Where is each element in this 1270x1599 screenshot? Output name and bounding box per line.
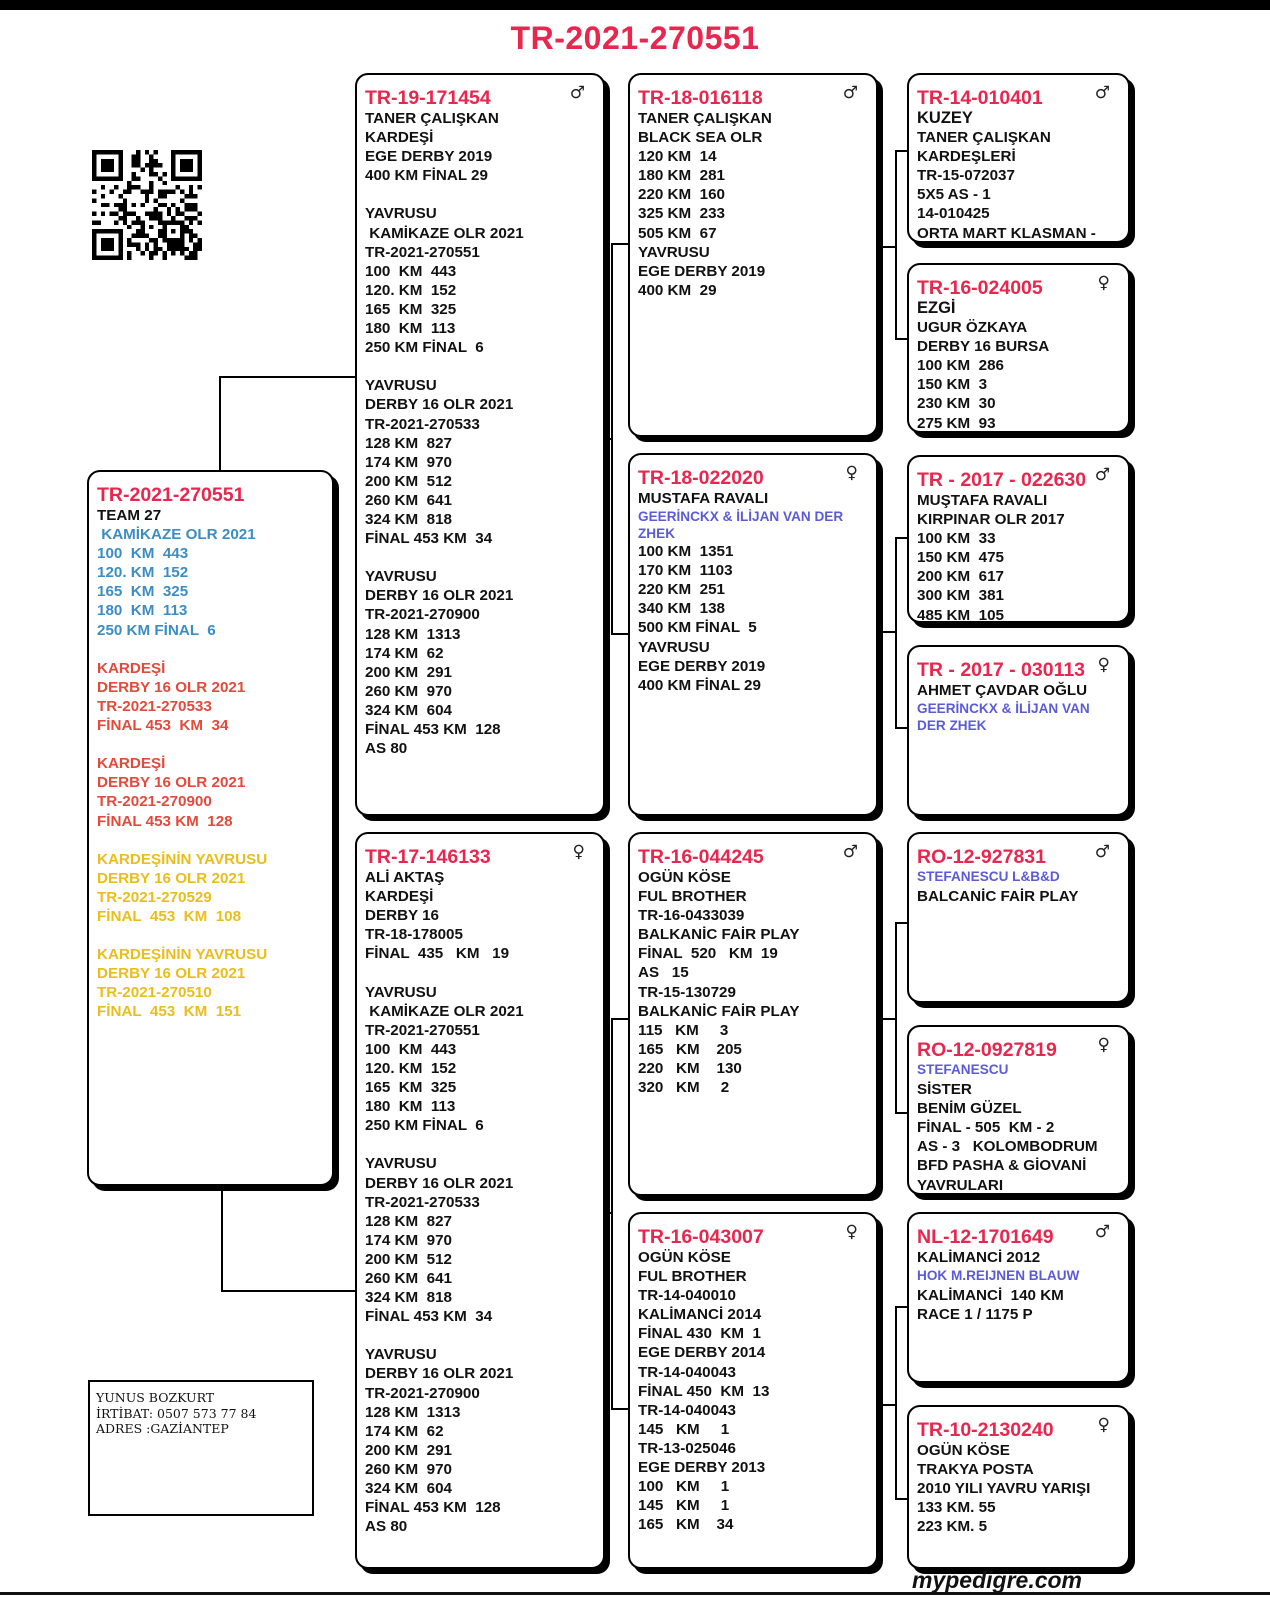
card-line: YAVRUSU xyxy=(638,243,710,261)
connector-line xyxy=(895,537,897,729)
card-line: AS 80 xyxy=(365,1518,408,1536)
ring-id: RO-12-927831 xyxy=(917,846,1046,868)
card-line: 128 KM 1313 xyxy=(365,625,461,643)
male-icon: ♂ xyxy=(842,842,858,862)
card-line: 165 KM 205 xyxy=(638,1040,742,1058)
card-line: 128 KM 1313 xyxy=(365,1403,461,1421)
card-line: FİNAL 430 KM 1 xyxy=(638,1325,761,1343)
card-line: DERBY 16 BURSA xyxy=(917,338,1050,356)
card-line: ALİ AKTAŞ xyxy=(365,869,445,886)
connector-line xyxy=(895,338,907,340)
connector-line xyxy=(611,1408,628,1410)
card-line: 340 KM 138 xyxy=(638,600,725,618)
card-line: YAVRUSU xyxy=(638,638,710,656)
card-line: 14-010425 xyxy=(917,205,990,223)
card-line xyxy=(97,831,324,850)
male-icon: ♂ xyxy=(1094,1222,1110,1242)
card-line: TR-2021-270533 xyxy=(365,415,480,433)
contact-phone: İRTİBAT: 0507 573 77 84 xyxy=(96,1405,257,1421)
connector-line xyxy=(895,922,897,1114)
card-line: BALCANİC FAİR PLAY xyxy=(917,888,1079,906)
ring-id: TR - 2017 - 030113 xyxy=(917,659,1086,681)
card-line: TR-2021-270900 xyxy=(97,793,212,811)
female-icon: ♀ xyxy=(1097,1415,1110,1435)
card-line: 400 KM 29 xyxy=(638,281,717,299)
card-line: 120. KM 152 xyxy=(365,281,457,299)
card-line: TRAKYA POSTA xyxy=(917,1461,1034,1479)
connector-line xyxy=(611,1018,628,1020)
connector-line xyxy=(219,376,221,470)
card-line: YAVRULARI xyxy=(917,1176,1004,1194)
card-line: YAVRUSU xyxy=(365,568,437,586)
card-line: DERBY 16 xyxy=(365,907,440,925)
card-line: 200 KM 291 xyxy=(365,1441,452,1459)
card-line: 200 KM 512 xyxy=(365,1250,452,1268)
card-line: 500 KM FİNAL 5 xyxy=(638,619,757,637)
card-line: OGÜN KÖSE xyxy=(638,869,731,886)
card-line: 324 KM 818 xyxy=(365,510,452,528)
pedigree-card-sire-dam[interactable] xyxy=(628,453,878,816)
connector-line xyxy=(876,1018,896,1020)
card-line: 100 KM 443 xyxy=(365,1040,457,1058)
card-line: 128 KM 827 xyxy=(365,1212,452,1230)
pedigree-card-ss-sire[interactable] xyxy=(907,73,1130,243)
card-line: 250 KM FİNAL 6 xyxy=(365,1117,484,1135)
card-line: FİNAL 453 KM 151 xyxy=(97,1003,242,1021)
card-line: MUSTAFA RAVALI xyxy=(638,490,769,507)
ring-id: TR - 2017 - 022630 xyxy=(917,469,1087,491)
card-line: 174 KM 970 xyxy=(365,1231,452,1249)
card-line: FİNAL 520 KM 19 xyxy=(638,945,778,963)
connector-line xyxy=(611,243,613,635)
ring-id: TR-17-146133 xyxy=(365,846,491,868)
card-line: TR-2021-270510 xyxy=(97,984,212,1002)
female-icon: ♀ xyxy=(1097,1035,1110,1055)
card-line: 275 KM 93 xyxy=(917,414,996,432)
card-line: 165 KM 325 xyxy=(365,300,457,318)
card-line: STEFANESCU L&B&D xyxy=(917,869,1060,884)
pedigree-card-ds-sire[interactable] xyxy=(907,832,1130,1003)
connector-line xyxy=(876,246,896,248)
card-line: KALİMANCİ 140 KM xyxy=(917,1287,1064,1305)
card-line: KARDEŞİNİN YAVRUSU xyxy=(97,850,268,868)
card-line: BFD PASHA & GİOVANİ xyxy=(917,1157,1087,1175)
card-line xyxy=(365,1135,595,1154)
card-line: 100 KM 33 xyxy=(917,530,996,548)
female-icon: ♀ xyxy=(1097,655,1110,675)
card-line: 174 KM 62 xyxy=(365,644,444,662)
card-line: 165 KM 34 xyxy=(638,1516,734,1534)
card-line: KUZEY xyxy=(917,109,973,127)
card-line: YAVRUSU xyxy=(365,1155,437,1173)
card-line: EGE DERBY 2019 xyxy=(638,657,766,675)
card-line xyxy=(97,640,324,659)
female-icon: ♀ xyxy=(572,842,585,862)
card-line: TR-2021-270533 xyxy=(365,1193,480,1211)
card-line: FİNAL 453 KM 34 xyxy=(365,1308,493,1326)
connector-line xyxy=(221,1186,223,1290)
card-line: TR-18-178005 xyxy=(365,926,463,944)
ring-id: RO-12-0927819 xyxy=(917,1039,1057,1061)
card-line: DERBY 16 OLR 2021 xyxy=(365,587,514,605)
ring-id: TR-16-044245 xyxy=(638,846,764,868)
card-line: TR-15-130729 xyxy=(638,983,736,1001)
male-icon: ♂ xyxy=(1094,83,1110,103)
card-line: FİNAL 453 KM 34 xyxy=(97,717,229,735)
connector-line xyxy=(611,1018,613,1410)
card-line: FİNAL - 505 KM - 2 xyxy=(917,1119,1055,1137)
connector-line xyxy=(876,1404,896,1406)
card-line: DERBY 16 OLR 2021 xyxy=(97,869,246,887)
card-line: FİNAL 450 KM 13 xyxy=(638,1382,770,1400)
card-line xyxy=(97,735,324,754)
connector-line xyxy=(895,727,907,729)
card-line: KARDEŞİ xyxy=(97,755,166,773)
card-line: BENİM GÜZEL xyxy=(917,1100,1022,1118)
card-line: EGE DERBY 2013 xyxy=(638,1459,766,1477)
card-line: 100 KM 1 xyxy=(638,1478,730,1496)
card-line: BLACK SEA OLR xyxy=(638,129,763,147)
connector-line xyxy=(895,1306,907,1308)
card-line: 120. KM 152 xyxy=(365,1059,457,1077)
card-line: 174 KM 62 xyxy=(365,1422,444,1440)
card-line: TR-2021-270551 xyxy=(365,243,480,261)
card-line: KARDEŞİNİN YAVRUSU xyxy=(97,946,268,964)
card-line: 174 KM 970 xyxy=(365,453,452,471)
card-line: 320 KM 2 xyxy=(638,1079,730,1097)
ring-id: TR-2021-270551 xyxy=(97,484,245,506)
connector-line xyxy=(895,1498,907,1500)
card-line: 170 KM 1103 xyxy=(638,562,733,580)
card-line: 120. KM 152 xyxy=(97,564,189,582)
card-line: 133 KM. 55 xyxy=(917,1499,996,1517)
card-line: 145 KM 1 xyxy=(638,1497,730,1515)
card-line: BALKANİC FAİR PLAY xyxy=(638,1002,800,1020)
card-line: TR-2021-270900 xyxy=(365,606,480,624)
pedigree-card-ds-dam[interactable] xyxy=(907,1025,1130,1195)
card-line: 100 KM 443 xyxy=(365,262,457,280)
card-line: AS 15 xyxy=(638,964,689,982)
contact-name: YUNUS BOZKURT xyxy=(96,1390,215,1405)
card-line: 324 KM 818 xyxy=(365,1289,452,1307)
card-line: DERBY 16 OLR 2021 xyxy=(97,774,246,792)
card-line: 260 KM 641 xyxy=(365,1269,452,1287)
card-line: 325 KM 233 xyxy=(638,205,725,223)
card-line: GEERİNCKX & İLİJAN VAN DER ZHEK xyxy=(638,509,844,542)
card-line: 180 KM 113 xyxy=(365,1098,456,1116)
connector-line xyxy=(876,631,896,633)
card-line: EGE DERBY 2014 xyxy=(638,1344,766,1362)
card-line: DERBY 16 OLR 2021 xyxy=(365,1365,514,1383)
pedigree-card-sire-sire[interactable] xyxy=(628,73,878,437)
card-line: FUL BROTHER xyxy=(638,888,747,906)
pedigree-card-sire[interactable] xyxy=(355,73,605,816)
ring-id: NL-12-1701649 xyxy=(917,1226,1054,1248)
card-line: 180 KM 113 xyxy=(97,602,188,620)
card-line: 200 KM 512 xyxy=(365,472,452,490)
card-line: 2010 YILI YAVRU YARIŞI xyxy=(917,1480,1091,1498)
page-title: TR-2021-270551 xyxy=(510,20,760,56)
female-icon: ♀ xyxy=(845,1222,858,1242)
card-line xyxy=(365,185,595,204)
card-line: 230 KM 30 xyxy=(917,395,996,413)
card-line: TR-13-025046 xyxy=(638,1439,736,1457)
card-line: YAVRUSU xyxy=(365,1346,437,1364)
card-line: TR-2021-270533 xyxy=(97,697,212,715)
card-line: KARDEŞİ xyxy=(97,659,166,677)
card-line: FİNAL 453 KM 128 xyxy=(97,812,233,830)
ring-id: TR-16-043007 xyxy=(638,1226,764,1248)
card-line: TR-14-040043 xyxy=(638,1401,736,1419)
female-icon: ♀ xyxy=(1097,273,1110,293)
card-line: 115 KM 3 xyxy=(638,1021,729,1039)
card-line: 220 KM 160 xyxy=(638,186,725,204)
card-line xyxy=(365,1326,595,1345)
card-line: 100 KM 286 xyxy=(917,357,1004,375)
card-line: FİNAL 453 KM 128 xyxy=(365,721,501,738)
card-line: 485 KM 105 xyxy=(917,606,1004,623)
card-line: UGUR ÖZKAYA xyxy=(917,319,1028,337)
card-line: KARDEŞİ xyxy=(365,129,434,147)
pedigree-card-dam[interactable] xyxy=(355,832,605,1569)
card-line: 200 KM 291 xyxy=(365,663,452,681)
card-line: 400 KM FİNAL 29 xyxy=(365,167,488,185)
card-line: AS - 3 KOLOMBODRUM xyxy=(917,1138,1098,1156)
connector-line xyxy=(895,922,907,924)
card-line: KALİMANCİ 2012 xyxy=(917,1249,1041,1266)
card-line: 165 KM 325 xyxy=(97,583,189,601)
connector-line xyxy=(895,150,907,152)
card-line: TR-2021-270529 xyxy=(97,888,212,906)
card-line: TEAM 27 xyxy=(97,507,162,524)
card-line: 324 KM 604 xyxy=(365,701,452,719)
card-line: FİNAL 435 KM 19 xyxy=(365,945,510,963)
card-line: 100 KM 443 xyxy=(97,545,189,563)
male-icon: ♂ xyxy=(569,83,585,103)
connector-line xyxy=(895,537,907,539)
card-line: TANER ÇALIŞKAN xyxy=(365,110,499,127)
card-line: TR-16-0433039 xyxy=(638,907,745,925)
connector-line xyxy=(895,1306,897,1500)
card-line: 260 KM 641 xyxy=(365,491,452,509)
pedigree-card-dd-sire[interactable] xyxy=(907,1212,1130,1383)
card-line: OGÜN KÖSE xyxy=(917,1442,1010,1459)
connector-line xyxy=(611,633,628,635)
card-line: KALİMANCİ 2014 xyxy=(638,1306,762,1324)
card-line: YAVRUSU xyxy=(365,377,437,395)
card-line: 260 KM 970 xyxy=(365,682,452,700)
card-line: KARDEŞİ xyxy=(365,888,434,906)
ring-id: TR-10-2130240 xyxy=(917,1419,1054,1441)
card-line xyxy=(365,548,595,567)
card-line: KIRPINAR OLR 2017 xyxy=(917,511,1065,529)
card-line: 200 KM 617 xyxy=(917,568,1004,586)
card-line: 120 KM 14 xyxy=(638,148,717,166)
card-line xyxy=(97,926,324,945)
card-line: 100 KM 1351 xyxy=(638,543,734,561)
card-line: 145 KM 1 xyxy=(638,1420,730,1438)
pedigree-card-dam-sire[interactable] xyxy=(628,832,878,1196)
card-line: 180 KM 281 xyxy=(638,167,725,185)
card-line: FİNAL 453 KM 108 xyxy=(97,907,242,925)
card-line: HOK M.REIJNEN BLAUW xyxy=(917,1268,1080,1284)
pedigree-card-dam-dam[interactable] xyxy=(628,1212,878,1569)
card-line: FİNAL 453 KM 128 xyxy=(365,1499,501,1517)
card-line: 223 KM. 5 xyxy=(917,1518,988,1536)
card-line: 128 KM 827 xyxy=(365,434,452,452)
pedigree-card-sd-dam[interactable] xyxy=(907,645,1130,816)
card-line: TR-14-040010 xyxy=(638,1287,736,1305)
card-line: MUŞTAFA RAVALI xyxy=(917,492,1048,509)
card-line: RACE 1 / 1175 P xyxy=(917,1306,1033,1324)
card-line: DERBY 16 OLR 2021 xyxy=(365,1174,514,1192)
card-line: DERBY 16 OLR 2021 xyxy=(365,396,514,414)
card-line: EGE DERBY 2019 xyxy=(638,262,766,280)
card-line: 150 KM 3 xyxy=(917,376,988,394)
card-line: 150 KM 475 xyxy=(917,549,1004,567)
card-line: YAVRUSU xyxy=(365,205,437,223)
card-line: DERBY 16 OLR 2021 xyxy=(97,965,246,983)
ring-id: TR-18-022020 xyxy=(638,467,764,489)
card-line: DERBY 16 OLR 2021 xyxy=(97,678,246,696)
pedigree-card-sd-sire[interactable] xyxy=(907,455,1130,623)
qr-code-icon xyxy=(92,150,202,260)
card-line: KARDEŞLERİ xyxy=(917,148,1016,166)
footer-brand[interactable]: mypedigre.com xyxy=(912,1567,1082,1593)
card-line: 505 KM 67 xyxy=(638,224,717,242)
connector-line xyxy=(219,376,355,378)
card-line: AHMET ÇAVDAR OĞLU xyxy=(917,682,1088,699)
card-line: 220 KM 251 xyxy=(638,581,725,599)
card-line: BALKANİC FAİR PLAY xyxy=(638,926,800,944)
card-line: 165 KM 325 xyxy=(365,1079,457,1097)
card-line: 5X5 AS - 1 xyxy=(917,186,991,204)
card-line: EZGİ xyxy=(917,299,956,317)
ring-id: TR-16-024005 xyxy=(917,277,1043,299)
connector-line xyxy=(221,1290,355,1292)
card-line: 180 KM 113 xyxy=(365,320,456,338)
card-line: AS 80 xyxy=(365,740,408,758)
card-line xyxy=(365,963,595,982)
card-line: TR-2021-270551 xyxy=(365,1021,480,1039)
card-line: 250 KM FİNAL 6 xyxy=(365,339,484,357)
card-line: 400 KM FİNAL 29 xyxy=(638,676,761,694)
card-line: FUL BROTHER xyxy=(638,1268,747,1286)
card-line: SİSTER xyxy=(917,1081,972,1099)
male-icon: ♂ xyxy=(842,83,858,103)
card-line: TR-2021-270900 xyxy=(365,1384,480,1402)
card-line: TR-14-040043 xyxy=(638,1363,736,1381)
card-line: KAMİKAZE OLR 2021 xyxy=(365,1002,524,1020)
card-line: TR-15-072037 xyxy=(917,167,1015,185)
ring-id: TR-18-016118 xyxy=(638,87,763,109)
card-line: YAVRUSU xyxy=(365,983,437,1001)
ring-id: TR-19-171454 xyxy=(365,87,491,109)
top-bar xyxy=(0,0,1270,10)
connector-line xyxy=(611,243,628,245)
card-line: EGE DERBY 2019 xyxy=(365,148,493,166)
contact-box xyxy=(88,1380,314,1516)
contact-address: ADRES :GAZİANTEP xyxy=(96,1421,229,1436)
card-line: GEERİNCKX & İLİJAN VAN DER ZHEK xyxy=(917,701,1090,734)
pedigree-card-dd-dam[interactable] xyxy=(907,1405,1130,1569)
card-line: ORTA MART KLASMAN - xyxy=(917,224,1096,242)
ring-id: TR-14-010401 xyxy=(917,87,1043,109)
connector-line xyxy=(895,1112,907,1114)
card-line: TANER ÇALIŞKAN xyxy=(638,110,772,127)
card-line: 250 KM FİNAL 6 xyxy=(97,621,216,639)
female-icon: ♀ xyxy=(845,463,858,483)
card-line: STEFANESCU xyxy=(917,1062,1009,1077)
card-line: KAMİKAZE OLR 2021 xyxy=(365,224,524,242)
card-line: KAMİKAZE OLR 2021 xyxy=(97,526,256,544)
card-line: 260 KM 970 xyxy=(365,1460,452,1478)
card-line: FİNAL 453 KM 34 xyxy=(365,530,493,548)
card-line: 220 KM 130 xyxy=(638,1059,742,1077)
connector-line xyxy=(895,150,897,340)
pedigree-card-subject[interactable] xyxy=(87,470,334,1186)
male-icon: ♂ xyxy=(1094,842,1110,862)
card-line: 324 KM 604 xyxy=(365,1480,452,1497)
male-icon: ♂ xyxy=(1094,465,1110,485)
card-line xyxy=(365,357,595,376)
card-line: 300 KM 381 xyxy=(917,587,1004,605)
card-line: TANER ÇALIŞKAN xyxy=(917,129,1051,147)
card-line: OGÜN KÖSE xyxy=(638,1249,731,1266)
pedigree-card-ss-dam[interactable] xyxy=(907,263,1130,433)
